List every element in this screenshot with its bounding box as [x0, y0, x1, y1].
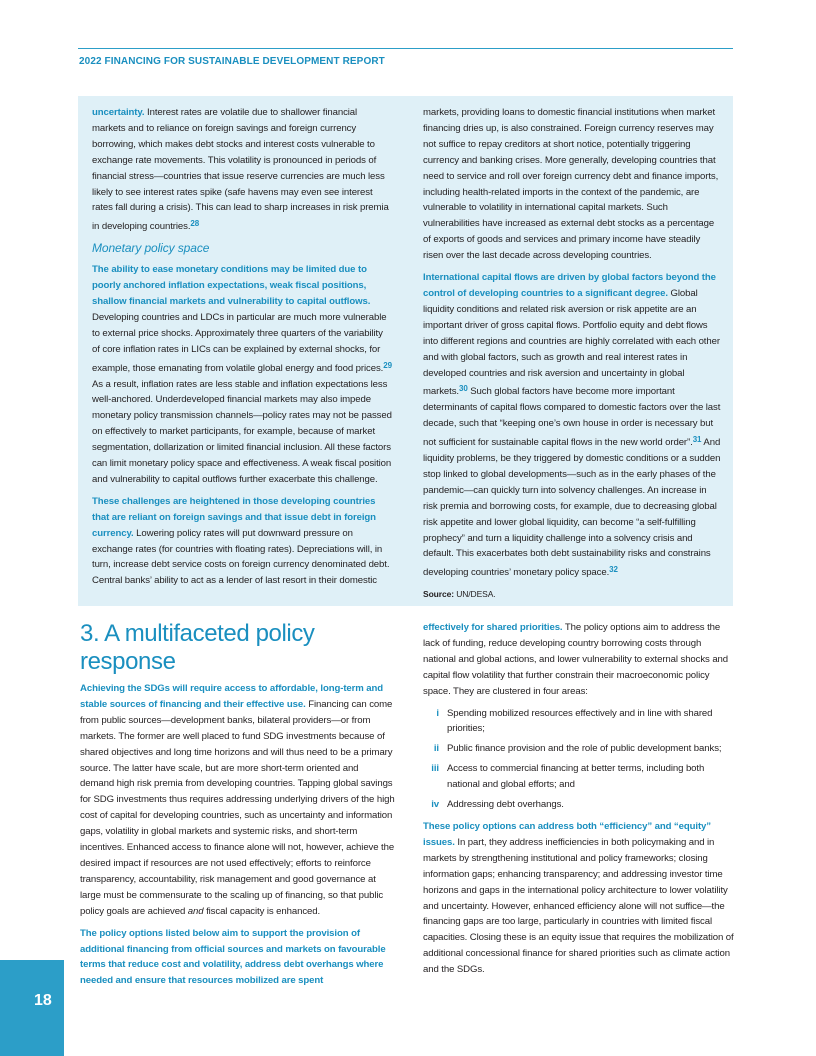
paragraph [423, 270, 723, 581]
footnote-ref: 28 [190, 219, 200, 229]
highlight-box [78, 96, 733, 606]
source-line [423, 587, 723, 603]
list-item [423, 706, 734, 738]
page-number: 18 [34, 992, 52, 1009]
body-text: The policy options aim to address the lack of funding, reduce developing country borrowing costs through national and global actions, and lower vulnerability to external shocks and capital flow volatility that further constrain their macroeconomic policy space. They are clustered in four areas: [423, 622, 729, 697]
lead-in: uncertainty. [92, 107, 145, 118]
subheading: Monetary policy space [92, 241, 210, 256]
paragraph [423, 105, 723, 264]
paragraph [80, 681, 395, 920]
list-number: iv [431, 799, 439, 811]
footnote-ref: 29 [383, 360, 392, 370]
page-tab [0, 960, 64, 1056]
running-head: 2022 FINANCING FOR SUSTAINABLE DEVELOPMENT REPORT [79, 56, 385, 67]
list-text: Addressing debt overhangs. [447, 799, 564, 811]
list-number: iii [431, 763, 439, 775]
lead-in: Achieving the SDGs will require access to affordable, long-term and stable sources of financing and their effective use. [80, 683, 384, 710]
paragraph [92, 105, 392, 235]
paragraph [423, 620, 734, 700]
body-text: In part, they address inefficiencies in both policymaking and in markets by strengthening institutional and policy frameworks; closing information gaps; enhancing transparency; and addressing investor time horizons and gaps in the international policy architecture to lower volatility and uncertainty. However, enhanced efficiency alone will not suffice—the financing gaps are too large, particularly in countries with limited fiscal capacities. Closing these is an equity issue that requires the mobilization of additional concessional finance for shared priorities such as climate action and the SDGs. [423, 836, 734, 976]
section-title: 3. A multifaceted policy response [80, 620, 315, 675]
emphasis: and [187, 905, 204, 917]
list-item [423, 741, 734, 757]
paragraph [92, 262, 392, 488]
list-number: ii [433, 743, 439, 755]
list-text: Public finance provision and the role of public development banks; [447, 743, 722, 755]
lead-in: These challenges are heightened in those developing countries that are reliant on foreign savings and that issue debt in foreign currency. [92, 495, 376, 539]
footnote-ref: 31 [692, 435, 702, 445]
lead-in: effectively for shared priorities. [423, 622, 563, 633]
box-left-column [92, 105, 392, 595]
body-text: Lowering policy rates will put downward pressure on exchange rates (for countries with floating rates). Depreciations will, in turn, increase debt service costs on foreign currency denominated debt. Central banks’ ability to act as a lender of last resort in their domestic [92, 527, 390, 587]
body-text: markets, providing loans to domestic financial institutions when market financing dries up, is also constrained. Foreign currency reserves may not suffice to repay creditors at short notice, potentially triggering currency and banking crises. More generally, developing countries that need to service and roll over foreign currency debt and finance imports, including health-related imports in the context of the pandemic, are vulnerable to volatility in international capital markets. Such vulnerabilities have increased as external debt stocks as a percentage of exports of goods and services and primary income have steadily risen over the last decade across developing countries. [423, 107, 719, 262]
lead-in: The policy options listed below aim to support the provision of additional financing from official sources and markets on favourable terms that reduce cost and volatility, address debt overhangs where needed and ensure that resources mobilized are spent [80, 927, 386, 987]
body-text: Interest rates are volatile due to shallower financial markets and to reliance on foreign savings and foreign currency borrowing, which makes debt stocks and interest costs vulnerable to exchange rate movements. This volatility is pronounced in periods of financial stress—countries that issue reserve currencies are much less likely to see interest rates spike (safe havens may even see interest rates fall during a crisis). This can lead to sharp increases in risk premia in developing countries. [92, 107, 389, 233]
body-text: Global liquidity conditions and related risk aversion or risk appetite are an important driver of gross capital flows. Portfolio equity and debt flows into different regions and countries are highly correlated with each other and with global factors, such as growth and real interest rates in developed countries and risk aversion and uncertainty in global markets. [423, 287, 720, 398]
source-label: Source: [423, 589, 454, 600]
list-text: Spending mobilized resources effectively and in line with shared priorities; [447, 707, 713, 735]
body-text: Developing countries and LDCs in particular are much more vulnerable to external price shocks. Approximately three quarters of the variability of core inflation rates in LICs can be explained by external shocks, for example, those emanating from volatile global energy and food prices. [92, 311, 387, 374]
list-item [423, 761, 734, 793]
section-right-column [423, 620, 734, 984]
list-number: i [436, 707, 439, 719]
source-text: UN/DESA. [453, 589, 496, 600]
paragraph [423, 819, 734, 978]
policy-areas-list [423, 706, 734, 813]
list-text: Access to commercial financing at better terms, including both national and global efforts; and [447, 763, 705, 791]
lead-in: The ability to ease monetary conditions may be limited due to poorly anchored inflation expectations, weak fiscal positions, shallow financial markets and vulnerability to capital outflows. [92, 264, 371, 307]
header-rule [78, 48, 733, 49]
paragraph [92, 494, 392, 589]
paragraph [80, 926, 395, 990]
body-text: fiscal capacity is enhanced. [203, 905, 321, 917]
body-text: And liquidity problems, be they triggered by domestic conditions or a sudden stop linked to global developments—such as in the early phases of the pandemic—can quickly turn into solvency challenges. An increase in risk premia and borrowing costs, for example, due to decreasing global risk appetite and lower global liquidity, can become “a self-fulfilling prophecy” and turn a liquidity challenge into a solvency crisis and default. This exacerbates both debt sustainability risks and constrains developing countries’ monetary policy space. [423, 437, 721, 579]
lead-in: International capital flows are driven by global factors beyond the control of developing countries to a significant degree. [423, 272, 716, 299]
list-item [423, 797, 734, 813]
body-text: Such global factors have become more important determinants of capital flows compared to domestic factors over the last decade, such that “keeping one’s own house in order is necessary but not sufficient for sustainable capital flows in the new world order”. [423, 386, 721, 449]
body-text: Financing can come from public sources—development banks, bilateral providers—or from markets. The former are well placed to fund SDG investments because of shared objectives and long time horizons and will thus need to be a primary source. The latter have scale, but are more short-term oriented and demand high risk premia from developing countries. Tapping global savings for SDG investments thus requires addressing underlying drivers of the high cost of capital for developing countries, such as uncertainty and information gaps, volatility in global markets and systemic risks, and short-term incentives. Enhanced access to finance alone will not, however, achieve the desired impact if resources are not used effectively; efforts to reinforce transparency, accountability, risk management and good governance at large must be commensurate to the scaling up of financing, so that public policy goals are achieved [80, 698, 395, 917]
box-right-column [423, 105, 723, 609]
footnote-ref: 30 [458, 384, 468, 394]
footnote-ref: 32 [609, 565, 618, 575]
lead-in: These policy options can address both “efficiency” and “equity” issues. [423, 820, 711, 848]
section-left-column [80, 620, 395, 995]
body-text: As a result, inflation rates are less stable and inflation expectations less well-anchored. Underdeveloped financial markets may also impede monetary policy transmission channels—policy rates may not be passed on effectively to market participants, for example, because of market segmentation, dollarization or limited financial inclusion. All these factors can limit monetary policy space and effectiveness. A weak fiscal position and vulnerability to capital outflows further exacerbate this challenge. [92, 378, 392, 485]
